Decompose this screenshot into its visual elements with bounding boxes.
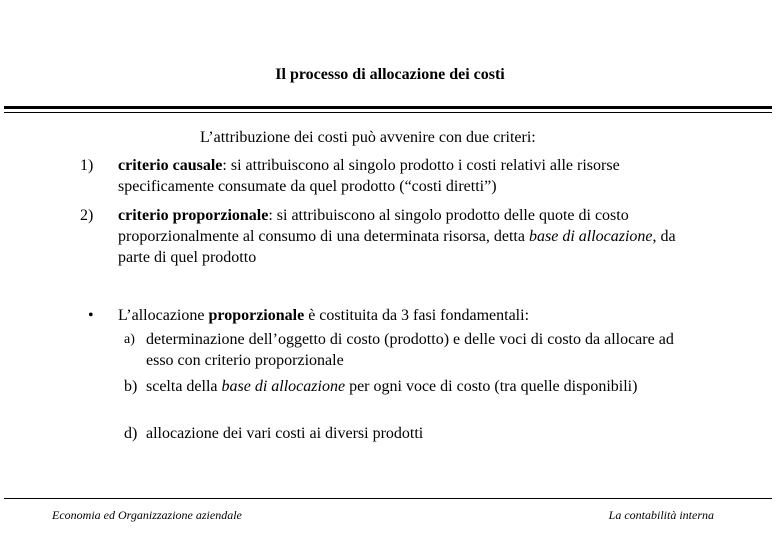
- phase-text-end: per ogni voce di costo (tra quelle disponibili): [345, 378, 638, 395]
- criterion-text-end: , da parte di quel prodotto: [118, 228, 676, 266]
- criterion-number: 1): [80, 157, 94, 174]
- bullet-prefix: L’allocazione: [118, 307, 209, 324]
- phase-text: scelta della: [146, 378, 222, 395]
- criterion-text: : si attribuiscono al singolo prodotto i costi relativi alle risorse specificamente consumate da quel prodotto (“costi diretti”): [118, 157, 620, 195]
- footer-left: Economia ed Organizzazione aziendale: [52, 508, 242, 522]
- criterion-body: [118, 155, 698, 197]
- slide-title: Il processo di allocazione dei costi: [275, 66, 505, 83]
- criterion-number: 2): [80, 207, 94, 224]
- phase-label: d): [124, 425, 138, 442]
- criterion-body: [118, 205, 698, 268]
- intro-text: L’attribuzione dei costi può avvenire con due criteri:: [200, 129, 536, 146]
- footer-right: La contabilità interna: [608, 508, 714, 522]
- bullet-term: proporzionale: [208, 307, 305, 324]
- phase-text: allocazione dei vari costi ai diversi prodotti: [146, 425, 424, 442]
- criterion-text: : si attribuiscono al singolo prodotto delle quote di costo proporzionalmente al consumo di una determinata risorsa, detta: [118, 207, 629, 245]
- criterion-italic: base di allocazione: [528, 228, 653, 245]
- criterion-term: criterio proporzionale: [118, 207, 269, 224]
- criterion-term: criterio causale: [118, 157, 223, 174]
- bullet-body: [118, 305, 698, 326]
- phase-italic: base di allocazione: [221, 378, 346, 395]
- bullet-symbol: •: [88, 307, 94, 324]
- phase-body: [146, 376, 686, 397]
- title-divider: [4, 106, 772, 109]
- bullet-text: è costituita da 3 fasi fondamentali:: [304, 307, 530, 324]
- phase-label: b): [124, 378, 138, 395]
- title-divider-thin: [4, 112, 772, 113]
- footer-divider: [4, 498, 772, 499]
- phase-text: determinazione dell’oggetto di costo (prodotto) e delle voci di costo da allocare ad esso con criterio proporzionale: [146, 331, 674, 369]
- phase-label: a): [124, 332, 135, 347]
